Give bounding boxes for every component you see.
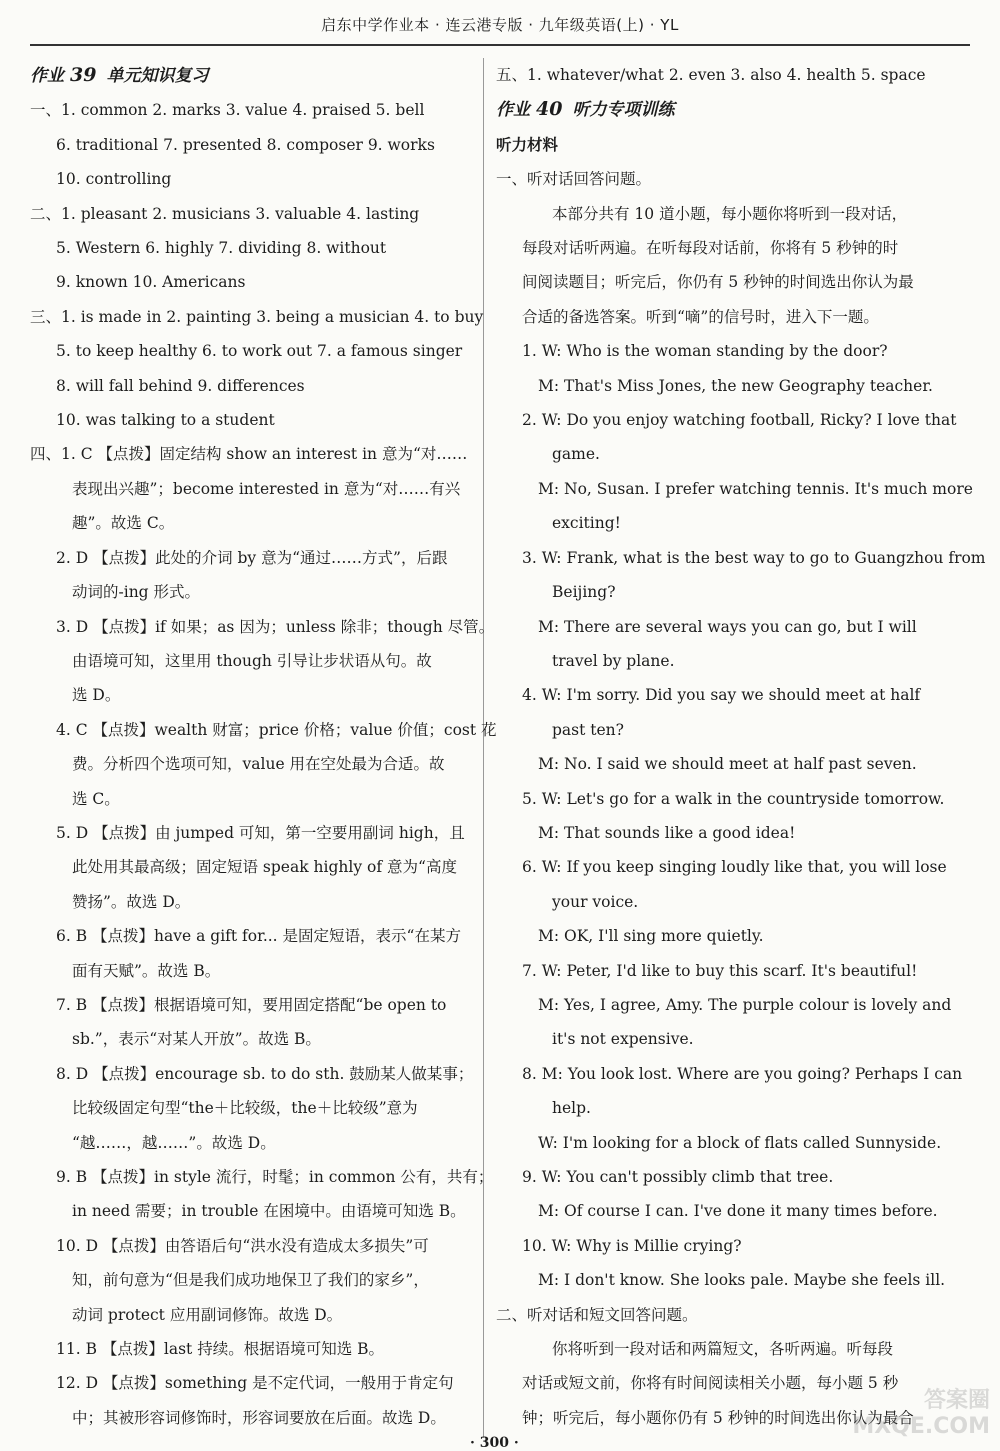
text-line: M: There are several ways you can go, but I will bbox=[538, 617, 917, 636]
text-line: Beijing? bbox=[552, 583, 616, 602]
text-line: 12. D 【点拨】something 是不定代词，一般用于肯定句 bbox=[56, 1374, 454, 1393]
section-label: 作业 bbox=[496, 100, 530, 121]
text-line: 每段对话听两遍。在听每段对话前，你将有 5 秒钟的时 bbox=[522, 239, 899, 258]
text-line: in need 需要；in trouble 在困境中。由语境可知选 B。 bbox=[72, 1202, 466, 1221]
text-line: M: That sounds like a good idea! bbox=[538, 823, 796, 842]
text-line: sb.”，表示“对某人开放”。故选 B。 bbox=[72, 1030, 321, 1049]
text-line: 选 D。 bbox=[72, 686, 121, 705]
text-line: 趣”。故选 C。 bbox=[72, 514, 175, 533]
text-line: 由语境可知，这里用 though 引导让步状语从句。故 bbox=[72, 651, 432, 670]
text-line: past ten? bbox=[552, 720, 624, 739]
text-line: 5. D 【点拨】由 jumped 可知，第一空要用副词 high，且 bbox=[56, 823, 465, 842]
text-line: 4. C 【点拨】wealth 财富；price 价格；value 价值；cost 花 bbox=[56, 720, 497, 739]
text-line: 9. W: You can't possibly climb that tree. bbox=[522, 1168, 834, 1186]
text-line: 9. known 10. Americans bbox=[56, 273, 246, 292]
answer-line-five: 五、1. whatever/what 2. even 3. also 4. health 5. space bbox=[496, 66, 926, 84]
text-line: 听力材料 bbox=[496, 135, 559, 154]
text-line: 3. W: Frank, what is the best way to go to Guangzhou from bbox=[522, 548, 986, 567]
text-line: 7. W: Peter, I'd like to buy this scarf. It's beautiful! bbox=[522, 961, 918, 980]
text-line: M: No, Susan. I prefer watching tennis. It's much more bbox=[538, 479, 973, 498]
watermark-logo: 答案圈 MXQE.COM bbox=[852, 1388, 990, 1439]
text-line: help. bbox=[552, 1099, 591, 1118]
text-line: M: OK, I'll sing more quietly. bbox=[538, 927, 764, 946]
text-line: 比较级固定句型“the＋比较级，the＋比较级”意为 bbox=[72, 1099, 418, 1118]
text-line: M: That's Miss Jones, the new Geography teacher. bbox=[538, 376, 933, 395]
text-line: 9. B 【点拨】in style 流行，时髦；in common 公有，共有； bbox=[56, 1168, 494, 1186]
text-line: M: Of course I can. I've done it many times before. bbox=[538, 1202, 938, 1221]
text-line: exciting! bbox=[552, 514, 621, 533]
section-heading-39 bbox=[30, 58, 470, 93]
right-listening-lines bbox=[496, 128, 986, 1435]
text-line: 本部分共有 10 道小题，每小题你将听到一段对话， bbox=[552, 204, 908, 223]
text-line: 赞扬”。故选 D。 bbox=[72, 892, 191, 911]
text-line: 5. W: Let's go for a walk in the countryside tomorrow. bbox=[522, 789, 945, 808]
section-name: 单元知识复习 bbox=[106, 66, 209, 86]
text-line: game. bbox=[552, 445, 600, 464]
text-line: M: No. I said we should meet at half past seven. bbox=[538, 755, 917, 774]
text-line: 三、1. is made in 2. painting 3. being a musician 4. to buy bbox=[30, 307, 484, 326]
text-line: 5. to keep healthy 6. to work out 7. a famous singer bbox=[56, 342, 463, 361]
text-line: 7. B 【点拨】根据语境可知，要用固定搭配“be open to bbox=[56, 995, 447, 1014]
text-line: 表现出兴趣”；become interested in 意为“对……有兴 bbox=[72, 479, 461, 498]
section-number: 39 bbox=[70, 64, 97, 86]
text-line: 8. D 【点拨】encourage sb. to do sth. 鼓励某人做某事； bbox=[56, 1064, 474, 1083]
text-line: 知，前句意为“但是我们成功地保卫了我们的家乡”， bbox=[72, 1271, 429, 1290]
page-header: 启东中学作业本 · 连云港专版 · 九年级英语(上) · YL bbox=[321, 16, 679, 34]
section-number: 40 bbox=[536, 98, 563, 121]
text-line: 一、1. common 2. marks 3. value 4. praised 5. bell bbox=[30, 101, 425, 120]
column-divider bbox=[483, 58, 484, 1438]
text-line: 费。分析四个选项可知，value 用在空处最为合适。故 bbox=[72, 755, 445, 774]
left-column bbox=[30, 58, 497, 1435]
text-line: 2. W: Do you enjoy watching football, Ricky? I love that bbox=[522, 411, 957, 430]
text-line: 11. B 【点拨】last 持续。根据语境可知选 B。 bbox=[56, 1340, 385, 1359]
text-line: 合适的备选答案。听到“嘀”的信号时，进入下一题。 bbox=[522, 307, 879, 326]
text-line: W: I'm looking for a block of flats called Sunnyside. bbox=[538, 1133, 942, 1152]
section-name: 听力专项训练 bbox=[572, 100, 675, 121]
text-line: 2. D 【点拨】此处的介词 by 意为“通过……方式”，后跟 bbox=[56, 548, 448, 567]
text-line: M: I don't know. She looks pale. Maybe she feels ill. bbox=[538, 1271, 946, 1290]
left-answer-lines bbox=[30, 93, 497, 1435]
text-line: M: Yes, I agree, Amy. The purple colour is lovely and bbox=[538, 995, 952, 1014]
text-line: 10. W: Why is Millie crying? bbox=[522, 1236, 742, 1255]
text-line: it's not expensive. bbox=[552, 1030, 694, 1049]
text-line: 钟；听完后，每小题你仍有 5 秒钟的时间选出你认为最合 bbox=[522, 1408, 914, 1427]
text-line: 此处用其最高级；固定短语 speak highly of 意为“高度 bbox=[72, 858, 457, 877]
text-line: 中；其被形容词修饰时，形容词要放在后面。故选 D。 bbox=[72, 1408, 446, 1427]
right-column bbox=[496, 58, 986, 1435]
text-line: 5. Western 6. highly 7. dividing 8. without bbox=[56, 239, 387, 258]
page-number: · 300 · bbox=[470, 1435, 519, 1451]
text-line: 间阅读题目；听完后，你仍有 5 秒钟的时间选出你认为最 bbox=[522, 273, 914, 292]
text-line: 8. will fall behind 9. differences bbox=[56, 376, 305, 395]
text-line: travel by plane. bbox=[552, 651, 675, 670]
text-line: 6. traditional 7. presented 8. composer 9. works bbox=[56, 135, 435, 154]
text-line: 10. was talking to a student bbox=[56, 411, 275, 430]
header-rule bbox=[30, 44, 970, 46]
text-line: 4. W: I'm sorry. Did you say we should meet at half bbox=[522, 686, 921, 705]
text-line: 6. W: If you keep singing loudly like that, you will lose bbox=[522, 858, 947, 877]
text-line: 6. B 【点拨】have a gift for... 是固定短语，表示“在某方 bbox=[56, 927, 461, 946]
text-line: “越……，越……”。故选 D。 bbox=[72, 1133, 276, 1152]
text-line: 四、1. C 【点拨】固定结构 show an interest in 意为“对…… bbox=[30, 445, 468, 464]
text-line: 你将听到一段对话和两篇短文，各听两遍。听每段 bbox=[552, 1340, 894, 1359]
text-line: 10. D 【点拨】由答语后句“洪水没有造成太多损失”可 bbox=[56, 1236, 429, 1255]
text-line: 二、1. pleasant 2. musicians 3. valuable 4. lasting bbox=[30, 204, 420, 223]
text-line: 10. controlling bbox=[56, 170, 172, 189]
section-label: 作业 bbox=[30, 66, 64, 86]
text-line: 动词的-ing 形式。 bbox=[72, 583, 201, 602]
text-line: 3. D 【点拨】if 如果；as 因为；unless 除非；though 尽管。 bbox=[56, 617, 495, 636]
text-line: 8. M: You look lost. Where are you going? Perhaps I can bbox=[522, 1064, 963, 1083]
text-line: 一、听对话回答问题。 bbox=[496, 170, 652, 189]
text-line: 动词 protect 应用副词修饰。故选 D。 bbox=[72, 1305, 343, 1324]
text-line: 选 C。 bbox=[72, 789, 120, 808]
text-line: 对话或短文前，你将有时间阅读相关小题，每小题 5 秒 bbox=[522, 1374, 899, 1393]
text-line: 面有天赋”。故选 B。 bbox=[72, 961, 221, 980]
section-heading-40 bbox=[496, 92, 940, 127]
text-line: 1. W: Who is the woman standing by the door? bbox=[522, 342, 888, 361]
text-line: 二、听对话和短文回答问题。 bbox=[496, 1305, 698, 1324]
text-line: your voice. bbox=[552, 892, 639, 911]
